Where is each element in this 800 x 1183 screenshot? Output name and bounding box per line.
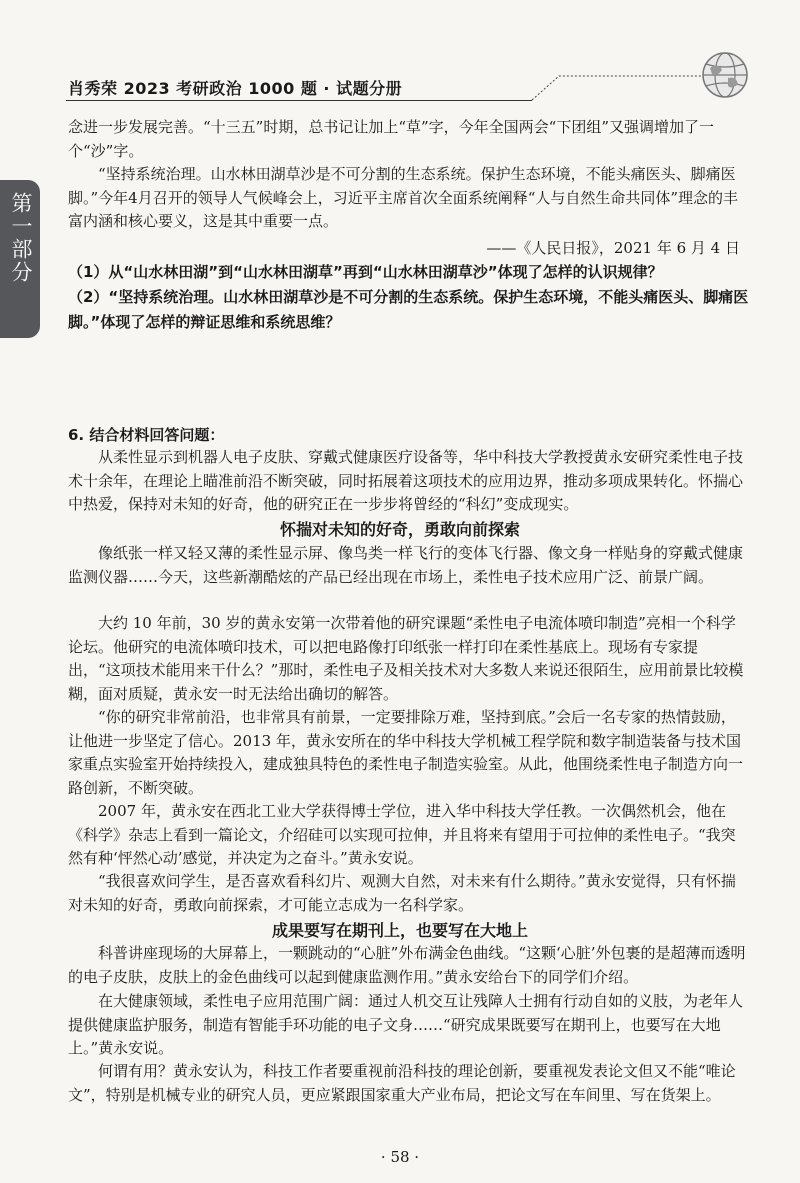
header-rule xyxy=(66,100,532,101)
excerpt-source: ——《人民日报》，2021 年 6 月 4 日 xyxy=(486,239,740,257)
q5-subquestion-2: （2）“坚持系统治理。山水林田湖草沙是不可分割的生态系统。保护生态环境，不能头痛医头、脚痛医脚。”体现了怎样的辩证思维和系统思维？ xyxy=(68,288,749,331)
q6-intro: 从柔性显示到机器人电子皮肤、穿戴式健康医疗设备等，华中科技大学教授黄永安研究柔性电子技术十余年，在理论上瞄准前沿不断突破，同时拓展着这项技术的应用边界，推动多项成果转化。怀揣心中热爱，保持对未知的好奇，他的研究正在一步步将曾经的“科幻”变成现实。 xyxy=(68,448,744,513)
section2-paragraph: 科普讲座现场的大屏幕上，一颗跳动的“心脏”外布满金色曲线。“这颗‘心脏’外包裹的是超薄而透明的电子皮肤，皮肤上的金色曲线可以起到健康监测作用。”黄永安给台下的同学们介绍。 xyxy=(68,944,746,986)
excerpt-paragraph-1 xyxy=(68,116,746,163)
section1-paragraph: 2007 年，黄永安在西北工业大学获得博士学位，进入华中科技大学任教。一次偶然机会，他在《科学》杂志上看到一篇论文，介绍硅可以实现可拉伸，并且将来有望用于可拉伸的柔性电子。“我突然有种‘怦然心动’感觉，并决定为之奋斗。”黄永安说。 xyxy=(68,802,736,867)
part-side-tab xyxy=(0,180,40,338)
section2-title: 成果要写在期刊上，也要写在大地上 xyxy=(271,921,528,940)
side-tab-label: 第一部分 xyxy=(9,192,33,284)
excerpt-text-1: 念进一步发展完善。“十三五”时期，总书记让加上“草”字，今年全国两会“下团组”又强调增加了一个“沙”字。 xyxy=(68,118,715,160)
excerpt-paragraph-2 xyxy=(68,163,746,234)
excerpt-text-2: “坚持系统治理。山水林田湖草沙是不可分割的生态系统。保护生态环境，不能头痛医头、脚痛医脚。”今年4月召开的领导人气候峰会上，习近平主席首次全面系统阐释“人与自然生命共同体”理念的丰富内涵和核心要义，这是其中重要一点。 xyxy=(68,165,739,230)
q6-heading: 6. 结合材料回答问题： xyxy=(68,426,225,444)
section1-title: 怀揣对未知的好奇，勇敢向前探索 xyxy=(279,520,520,539)
section2-paragraph: 何谓有用？黄永安认为，科技工作者要重视前沿科技的理论创新，要重视发表论文但又不能“唯论文”，特别是机械专业的研究人员，更应紧跟国家重大产业布局，把论文写在车间里、写在货架上。 xyxy=(68,1062,736,1104)
section1-paragraph: 大约 10 年前，30 岁的黄永安第一次带着他的研究课题“柔性电子电流体喷印制造”亮相一个科学论坛。他研究的电流体喷印技术，可以把电路像打印纸张一样打印在柔性基底上。现场有专家提出，“这项技术能用来干什么？”那时，柔性电子及相关技术对大多数人来说还很陌生，应用前景比较模糊，面对质疑，黄永安一时无法给出确切的解答。 xyxy=(68,614,744,703)
section2-paragraph: 在大健康领域，柔性电子应用范围广阔：通过人机交互让残障人士拥有行动自如的义肢，为老年人提供健康监护服务，制造有智能手环功能的电子文身……“研究成果既要写在期刊上，也要写在大地上。”黄永安说。 xyxy=(68,992,744,1057)
page-number: · 58 · xyxy=(380,1148,420,1166)
book-header-title: 肖秀荣 2023 考研政治 1000 题 · 试题分册 xyxy=(68,79,403,98)
q5-subquestion-1: （1）从“山水林田湖”到“山水林田湖草”再到“山水林田湖草沙”体现了怎样的认识规律？ xyxy=(68,263,663,281)
section1-paragraph: “你的研究非常前沿，也非常具有前景，一定要排除万难，坚持到底。”会后一名专家的热情鼓励，让他进一步坚定了信心。2013 年，黄永安所在的华中科技大学机械工程学院和数字制造装备与技术国家重点实验室开始持续投入，建成独具特色的柔性电子制造实验室。从此，他围绕柔性电子制造方向一路创新，不断突破。 xyxy=(68,708,744,797)
section1-paragraph: “我很喜欢问学生，是否喜欢看科幻片、观测大自然，对未来有什么期待。”黄永安觉得，只有怀揣对未知的好奇，勇敢向前探索，才可能立志成为一名科学家。 xyxy=(68,872,736,914)
section1-paragraph: 像纸张一样又轻又薄的柔性显示屏、像鸟类一样飞行的变体飞行器、像文身一样贴身的穿戴式健康监测仪器……今天，这些新潮酷炫的产品已经出现在市场上，柔性电子技术应用广泛、前景广阔。 xyxy=(68,544,744,586)
globe-icon xyxy=(700,50,750,100)
